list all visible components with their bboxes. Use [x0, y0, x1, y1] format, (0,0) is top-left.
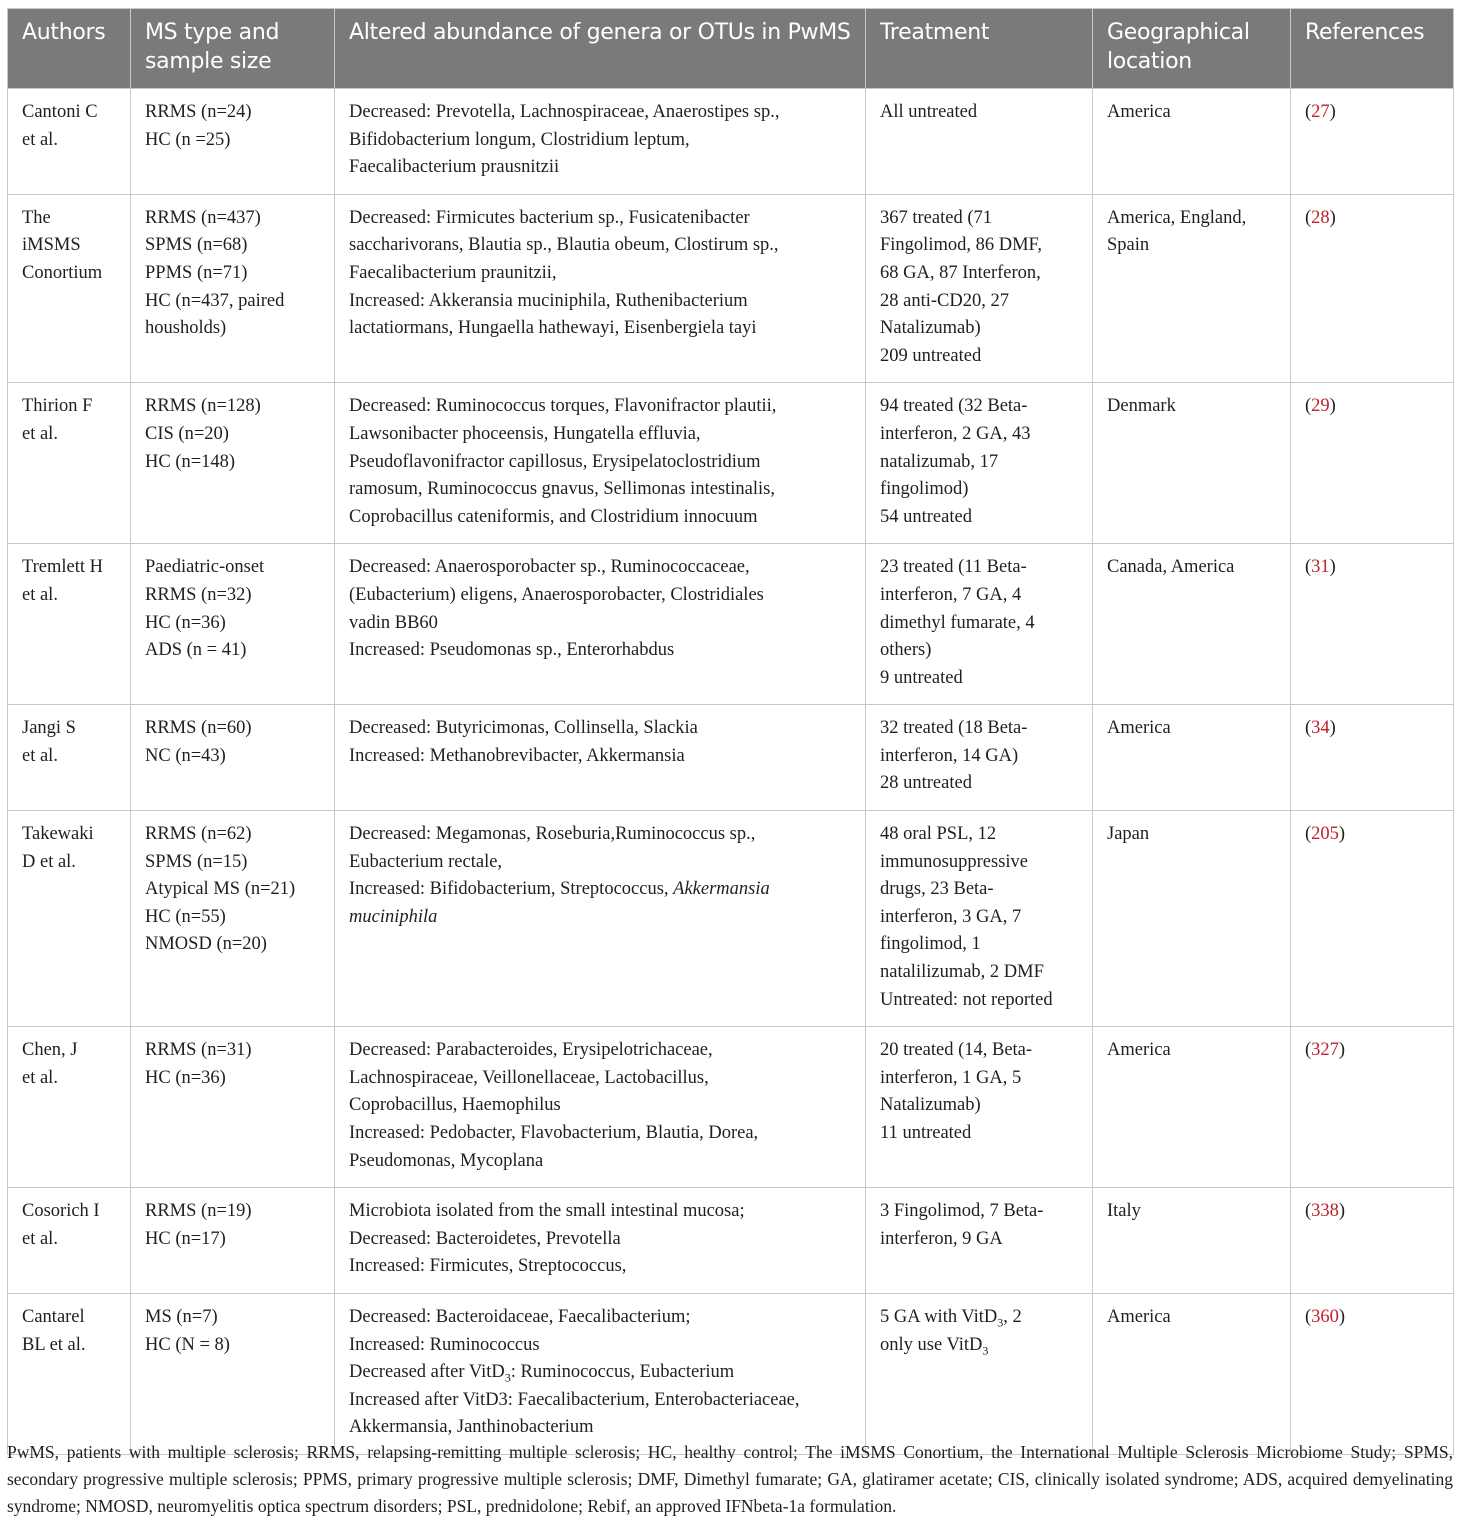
treatment-line: 20 treated (14, Beta- — [880, 1040, 1033, 1061]
cell-location — [1093, 1027, 1291, 1188]
ms-type-line: HC (n=17) — [145, 1228, 226, 1249]
author-line: Thirion F — [22, 396, 93, 417]
location-line: Canada, America — [1107, 557, 1235, 578]
abundance-line: Lachnospiraceae, Veillonellaceae, Lactobacillus, — [349, 1067, 709, 1088]
abundance-line: Faecalibacterium praunitzii, — [349, 262, 557, 283]
location-line: America — [1107, 1040, 1171, 1061]
ms-type-line: RRMS (n=128) — [145, 396, 261, 417]
treatment-line: 209 untreated — [880, 345, 982, 366]
cell-location — [1093, 194, 1291, 383]
cell-abundance — [335, 1027, 866, 1188]
treatment-line: fingolimod, 1 — [880, 934, 981, 955]
cell-ms-type — [131, 89, 335, 195]
cell-ms-type — [131, 705, 335, 811]
abundance-line: Increased: Pedobacter, Flavobacterium, Blautia, Dorea, — [349, 1123, 759, 1143]
abundance-line: Decreased: Prevotella, Lachnospiraceae, Anaerostipes sp., — [349, 102, 780, 122]
header-authors: Authors — [8, 9, 131, 89]
ms-type-line: HC (N = 8) — [145, 1334, 230, 1355]
treatment-line: interferon, 9 GA — [880, 1228, 1003, 1249]
cell-ms-type — [131, 194, 335, 383]
author-line: Tremlett H — [22, 557, 104, 578]
ms-type-line: RRMS (n=60) — [145, 718, 252, 739]
cell-treatment — [866, 544, 1093, 705]
ms-type-line: RRMS (n=437) — [145, 207, 261, 228]
ms-type-line: MS (n=7) — [145, 1306, 218, 1327]
treatment-line: 3 Fingolimod, 7 Beta- — [880, 1201, 1044, 1222]
abundance-line: Faecalibacterium prausnitzii — [349, 157, 560, 178]
treatment-line: 48 oral PSL, 12 — [880, 824, 997, 845]
cell-abundance — [335, 811, 866, 1027]
treatment-line: interferon, 7 GA, 4 — [880, 584, 1022, 605]
table-row — [8, 544, 1454, 705]
abundance-line: Increased: Akkeransia muciniphila, Ruthenibacterium — [349, 290, 748, 311]
ref-open-paren: ( — [1305, 557, 1312, 578]
cell-treatment — [866, 1293, 1093, 1454]
cell-reference — [1291, 1188, 1454, 1294]
abundance-line: Eubacterium rectale, — [349, 851, 503, 872]
abundance-line: Increased: Firmicutes, Streptococcus, — [349, 1256, 627, 1277]
ref-close-paren: ) — [1329, 102, 1336, 122]
cell-authors — [8, 194, 131, 383]
cell-authors — [8, 1027, 131, 1188]
abundance-line: Microbiota isolated from the small intestinal mucosa; — [349, 1201, 745, 1222]
ms-type-line: RRMS (n=31) — [145, 1040, 252, 1061]
reference-link[interactable]: 29 — [1311, 396, 1330, 417]
cell-authors — [8, 1293, 131, 1454]
treatment-line: interferon, 1 GA, 5 — [880, 1067, 1022, 1088]
cell-authors — [8, 544, 131, 705]
ref-open-paren: ( — [1305, 102, 1312, 122]
author-line: Jangi S — [22, 718, 76, 739]
author-line: et al. — [22, 1067, 58, 1088]
cell-abundance — [335, 194, 866, 383]
table-row — [8, 89, 1454, 195]
abundance-line: lactatiormans, Hungaella hathewayi, Eisenbergiela tayi — [349, 318, 757, 339]
location-line: America — [1107, 718, 1171, 739]
treatment-line: Natalizumab) — [880, 318, 981, 339]
author-line: Cantarel — [22, 1306, 85, 1327]
cell-ms-type — [131, 811, 335, 1027]
ms-type-line: HC (n=36) — [145, 1067, 226, 1088]
cell-treatment — [866, 705, 1093, 811]
subscript: 3 — [982, 1343, 989, 1358]
cell-treatment — [866, 1188, 1093, 1294]
ref-open-paren: ( — [1305, 1040, 1312, 1061]
treatment-line: Untreated: not reported — [880, 989, 1053, 1010]
ms-type-line: RRMS (n=32) — [145, 584, 252, 605]
abundance-line: saccharivorans, Blautia sp., Blautia obeum, Clostirum sp., — [349, 235, 779, 256]
ms-microbiome-table — [7, 8, 1454, 1455]
cell-abundance — [335, 705, 866, 811]
cell-abundance — [335, 383, 866, 544]
cell-abundance — [335, 544, 866, 705]
ms-type-line: HC (n=148) — [145, 451, 236, 472]
treatment-line: 23 treated (11 Beta- — [880, 557, 1027, 578]
ref-open-paren: ( — [1305, 1306, 1312, 1327]
cell-abundance — [335, 1293, 866, 1454]
header-abundance: Altered abundance of genera or OTUs in PwMS — [335, 9, 866, 89]
treatment-line: others) — [880, 640, 932, 661]
author-line: et al. — [22, 129, 58, 150]
abundance-text: : Ruminococcus, Eubacterium — [510, 1362, 735, 1383]
ref-close-paren: ) — [1338, 1201, 1346, 1222]
ms-type-line: SPMS (n=68) — [145, 235, 248, 256]
ms-type-line: NC (n=43) — [145, 745, 226, 766]
ref-open-paren: ( — [1305, 824, 1312, 845]
abundance-line: Increased: Methanobrevibacter, Akkermansia — [349, 745, 685, 766]
ms-type-line: Paediatric-onset — [145, 557, 265, 578]
treatment-line: interferon, 3 GA, 7 — [880, 906, 1022, 927]
ref-close-paren: ) — [1329, 396, 1336, 417]
location-line: Spain — [1107, 235, 1150, 256]
cell-authors — [8, 383, 131, 544]
author-line: iMSMS — [22, 235, 81, 256]
treatment-line: 28 anti-CD20, 27 — [880, 290, 1009, 311]
cell-authors — [8, 89, 131, 195]
author-line: BL et al. — [22, 1334, 86, 1355]
ref-close-paren: ) — [1329, 207, 1336, 228]
cell-location — [1093, 705, 1291, 811]
treatment-line: drugs, 23 Beta- — [880, 879, 994, 900]
cell-treatment — [866, 89, 1093, 195]
location-line: Denmark — [1107, 396, 1176, 417]
author-line: et al. — [22, 745, 58, 766]
treatment-line: 367 treated (71 — [880, 207, 992, 228]
table-row — [8, 1293, 1454, 1454]
subscript: 3 — [504, 1370, 511, 1385]
abundance-line: Decreased: Bacteroidaceae, Faecalibacterium; — [349, 1306, 691, 1327]
treatment-line: All untreated — [880, 102, 978, 122]
table-row — [8, 1027, 1454, 1188]
location-line: America, England, — [1107, 207, 1247, 228]
cell-authors — [8, 811, 131, 1027]
treatment-line: 11 untreated — [880, 1123, 972, 1143]
reference-link[interactable]: 28 — [1311, 207, 1330, 228]
author-line: et al. — [22, 584, 58, 605]
abundance-line: Coprobacillus, Haemophilus — [349, 1095, 561, 1116]
ref-close-paren: ) — [1338, 824, 1346, 845]
cell-reference — [1291, 544, 1454, 705]
reference-link[interactable]: 31 — [1311, 557, 1330, 578]
ms-type-line: CIS (n=20) — [145, 423, 229, 444]
treatment-line — [880, 1332, 1078, 1360]
treatment-line: natalizumab, 17 — [880, 451, 999, 472]
table-container — [7, 8, 1453, 1455]
abundance-line: vadin BB60 — [349, 612, 438, 633]
treatment-line: dimethyl fumarate, 4 — [880, 612, 1035, 633]
cell-ms-type — [131, 544, 335, 705]
cell-reference — [1291, 1027, 1454, 1188]
ref-open-paren: ( — [1305, 207, 1312, 228]
ms-type-line: ADS (n = 41) — [145, 640, 247, 661]
abundance-italic-species: Akkermansia — [673, 879, 770, 900]
cell-location — [1093, 1188, 1291, 1294]
table-row — [8, 194, 1454, 383]
reference-link[interactable]: 360 — [1311, 1306, 1339, 1327]
cell-abundance — [335, 1188, 866, 1294]
cell-authors — [8, 705, 131, 811]
author-line: et al. — [22, 1228, 58, 1249]
cell-reference — [1291, 1293, 1454, 1454]
author-line: et al. — [22, 423, 58, 444]
cell-location — [1093, 811, 1291, 1027]
abundance-line: Decreased: Ruminococcus torques, Flavonifractor plautii, — [349, 396, 777, 417]
cell-location — [1093, 89, 1291, 195]
cell-location — [1093, 1293, 1291, 1454]
abundance-text: Increased: Bifidobacterium, Streptococcus, — [349, 879, 674, 900]
cell-treatment — [866, 811, 1093, 1027]
author-line: Takewaki — [22, 824, 94, 845]
treatment-line: 9 untreated — [880, 667, 963, 688]
ref-close-paren: ) — [1329, 718, 1336, 739]
ms-type-line: RRMS (n=62) — [145, 824, 252, 845]
reference-link[interactable]: 205 — [1311, 824, 1339, 845]
cell-reference — [1291, 383, 1454, 544]
ms-type-line: HC (n=36) — [145, 612, 226, 633]
ref-open-paren: ( — [1305, 396, 1312, 417]
table-header-row — [8, 9, 1454, 89]
ref-close-paren: ) — [1338, 1040, 1346, 1061]
treatment-line: immunosuppressive — [880, 851, 1028, 872]
cell-reference — [1291, 194, 1454, 383]
treatment-text: only use VitD — [880, 1334, 983, 1355]
treatment-line: 54 untreated — [880, 506, 972, 527]
abundance-line: muciniphila — [349, 906, 438, 927]
cell-reference — [1291, 811, 1454, 1027]
treatment-text: 5 GA with VitD — [880, 1306, 998, 1327]
location-line: America — [1107, 1306, 1171, 1327]
abundance-line: Pseudomonas, Mycoplana — [349, 1150, 544, 1171]
treatment-line: interferon, 2 GA, 43 — [880, 423, 1031, 444]
ms-type-line: HC (n=55) — [145, 906, 226, 927]
treatment-text: , 2 — [1003, 1306, 1022, 1327]
ms-type-line: HC (n =25) — [145, 129, 231, 150]
author-line: Cosorich I — [22, 1201, 100, 1222]
treatment-line: Fingolimod, 86 DMF, — [880, 235, 1042, 256]
abundance-line: Decreased: Parabacteroides, Erysipelotrichaceae, — [349, 1040, 713, 1061]
reference-link[interactable]: 338 — [1311, 1201, 1339, 1222]
location-line: Japan — [1107, 824, 1150, 845]
ref-open-paren: ( — [1305, 1201, 1312, 1222]
treatment-line: interferon, 14 GA) — [880, 745, 1019, 766]
cell-treatment — [866, 1027, 1093, 1188]
cell-location — [1093, 383, 1291, 544]
abundance-line: ramosum, Ruminococcus gnavus, Sellimonas intestinalis, — [349, 479, 775, 500]
abundance-line — [349, 876, 851, 904]
treatment-line: Natalizumab) — [880, 1095, 981, 1116]
cell-ms-type — [131, 383, 335, 544]
reference-link[interactable]: 327 — [1311, 1040, 1339, 1061]
abundance-line: Decreased: Firmicutes bacterium sp., Fusicatenibacter — [349, 207, 750, 228]
abundance-line: Increased: Ruminococcus — [349, 1334, 540, 1355]
abundance-line: Decreased: Anaerosporobacter sp., Ruminococcaceae, — [349, 557, 750, 578]
cell-treatment — [866, 383, 1093, 544]
table-row — [8, 705, 1454, 811]
ms-type-line: RRMS (n=24) — [145, 102, 252, 122]
author-line: D et al. — [22, 851, 76, 872]
table-footnote: PwMS, patients with multiple sclerosis; RRMS, relapsing-remitting multiple sclerosis; HC, healthy control; The iMSMS Conortium, the International Multiple Sclerosis Microbiome Study; SPMS, secondary progressive multiple sclerosis; PPMS, primary progressive multiple sclerosis; DMF, Dimethyl fumarate; GA, glatiramer acetate; CIS, clinically isolated syndrome; ADS, acquired demyelinating syndrome; NMOSD, neuromyelitis optica spectrum disorders; PSL, prednidolone; Rebif, an approved IFNbeta-1a formulation. — [7, 1442, 1453, 1516]
cell-treatment — [866, 194, 1093, 383]
treatment-line: 28 untreated — [880, 773, 972, 794]
abundance-line: Increased: Pseudomonas sp., Enterorhabdus — [349, 640, 675, 661]
header-ms-type: MS type and sample size — [131, 9, 335, 89]
abundance-line — [349, 1359, 851, 1387]
abundance-text: Decreased after VitD — [349, 1362, 505, 1383]
cell-ms-type — [131, 1293, 335, 1454]
cell-ms-type — [131, 1027, 335, 1188]
treatment-line — [880, 1304, 1078, 1332]
table-row — [8, 383, 1454, 544]
author-line: Chen, J — [22, 1040, 78, 1061]
ms-type-line: housholds) — [145, 318, 227, 339]
treatment-line: 68 GA, 87 Interferon, — [880, 262, 1041, 283]
table-row — [8, 811, 1454, 1027]
location-line: America — [1107, 102, 1171, 122]
author-line: Conortium — [22, 262, 103, 283]
abundance-line: (Eubacterium) eligens, Anaerosporobacter, Clostridiales — [349, 584, 764, 605]
cell-abundance — [335, 89, 866, 195]
abundance-line: Lawsonibacter phoceensis, Hungatella effluvia, — [349, 423, 701, 444]
ms-type-line: Atypical MS (n=21) — [145, 879, 296, 900]
cell-reference — [1291, 705, 1454, 811]
author-line: The — [22, 207, 51, 228]
ms-type-line: PPMS (n=71) — [145, 262, 248, 283]
treatment-line: 32 treated (18 Beta- — [880, 718, 1028, 739]
cell-location — [1093, 544, 1291, 705]
table-row — [8, 1188, 1454, 1294]
reference-link[interactable]: 34 — [1311, 718, 1330, 739]
reference-link[interactable]: 27 — [1311, 102, 1330, 122]
header-location: Geographical location — [1093, 9, 1291, 89]
author-line: Cantoni C — [22, 102, 98, 122]
cell-authors — [8, 1188, 131, 1294]
treatment-line: fingolimod) — [880, 479, 969, 500]
abundance-line: Increased after VitD3: Faecalibacterium, Enterobacteriaceae, — [349, 1389, 800, 1410]
ms-type-line: RRMS (n=19) — [145, 1201, 252, 1222]
ms-type-line: NMOSD (n=20) — [145, 934, 267, 955]
abundance-line: Akkermansia, Janthinobacterium — [349, 1417, 594, 1438]
location-line: Italy — [1107, 1201, 1141, 1222]
abundance-line: Decreased: Megamonas, Roseburia,Ruminococcus sp., — [349, 824, 756, 845]
treatment-line: 94 treated (32 Beta- — [880, 396, 1028, 417]
abundance-line: Bifidobacterium longum, Clostridium leptum, — [349, 129, 690, 150]
ms-type-line: HC (n=437, paired — [145, 290, 285, 311]
ref-open-paren: ( — [1305, 718, 1312, 739]
cell-reference — [1291, 89, 1454, 195]
ref-close-paren: ) — [1338, 1306, 1346, 1327]
abundance-line: Pseudoflavonifractor capillosus, Erysipelatoclostridium — [349, 451, 761, 472]
header-references: References — [1291, 9, 1454, 89]
abundance-line: Coprobacillus cateniformis, and Clostridium innocuum — [349, 506, 758, 527]
abundance-line: Decreased: Bacteroidetes, Prevotella — [349, 1228, 621, 1249]
abundance-line: Decreased: Butyricimonas, Collinsella, Slackia — [349, 718, 698, 739]
ref-close-paren: ) — [1329, 557, 1336, 578]
header-treatment: Treatment — [866, 9, 1093, 89]
ms-type-line: SPMS (n=15) — [145, 851, 248, 872]
cell-ms-type — [131, 1188, 335, 1294]
treatment-line: natalilizumab, 2 DMF — [880, 962, 1044, 983]
subscript: 3 — [997, 1315, 1004, 1330]
